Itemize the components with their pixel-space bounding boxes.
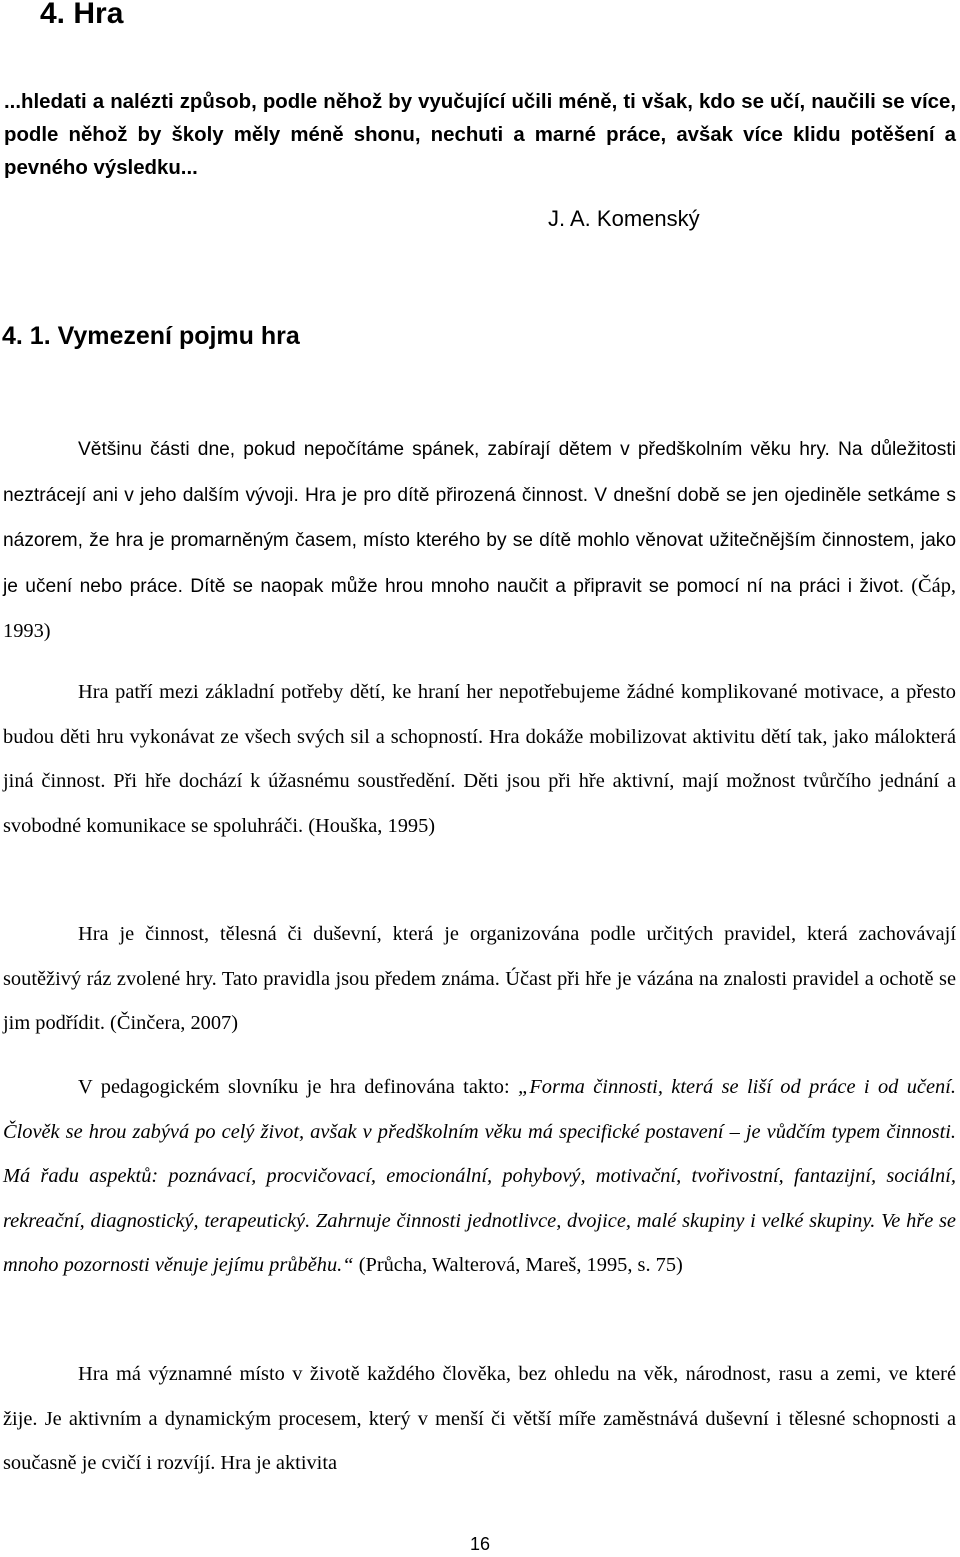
- paragraph-1: [3, 427, 956, 654]
- paragraph-2: [3, 670, 956, 848]
- chapter-title: 4. Hra: [40, 0, 124, 30]
- paragraph-2-text-b: Hra dokáže mobilizovat aktivitu dětí tak, jako málokterá jiná činnost. Při hře dochází k úžasnému soustředění.: [3, 725, 956, 792]
- paragraph-1-text-b: V dnešní době se jen ojediněle setkáme s názorem, že hra je promarněným časem, místo kterého by se dítě mohlo věnovat užitečnějším činnostem, jako je učení nebo práce. Dítě se naopak může hrou mnoho naučit a připravit se pomocí ní na práci i život.: [3, 484, 956, 597]
- paragraph-4-citation: (Průcha, Walterová, Mareš, 1995, s. 75): [353, 1254, 683, 1276]
- paragraph-5: Hra má významné místo v životě každého člověka, bez ohledu na věk, národnost, rasu a zemi, ve které žije. Je aktivním a dynamickým procesem, který v menší či větší míře zaměstnává duševní i tělesné schopnosti a současně je cvičí i rozvíjí. Hra je aktivita: [3, 1363, 956, 1474]
- paragraph-4-definition-quote: „Forma činnosti, která se liší od práce i od učení. Člověk se hrou zabývá po celý život, avšak v předškolním věku má specifické postavení – je vůdčím typem činnosti. Má řadu aspektů: poznávací, procvičovací, emocionální, pohybový, motivační, tvořivostní, fantazijní, sociální, rekreační, diagnostický, terapeutický. Zahrnuje činnosti jednotlivce, dvojice, malé skupiny i velké skupiny. Ve hře se mnoho pozornosti věnuje jejímu průběhu.“: [3, 1076, 956, 1276]
- paragraph-2-text-c: Děti jsou při hře aktivní, mají možnost tvůrčího jednání a svobodné komunikace se spoluhráči. (Houška, 1995): [3, 770, 956, 837]
- paragraph-1-text-a: Většinu části dne, pokud nepočítáme spánek, zabírají dětem v předškolním věku hry. Na důležitosti neztrácejí ani v jeho dalším vývoji. Hra je pro dítě přirozená činnost.: [3, 439, 956, 506]
- paragraph-1-citation: (Čáp, 1993): [3, 574, 956, 642]
- motto-quote: ...hledati a nalézti způsob, podle něhož by vyučující učili méně, ti však, kdo se učí, naučili se více, podle něhož by školy měly méně shonu, nechuti a marné práce, avšak více klidu potěšení a pevného výsledku...: [4, 91, 956, 179]
- paragraph-4-lead: V pedagogickém slovníku je hra definována takto:: [78, 1076, 519, 1098]
- paragraph-2-text-a: Hra patří mezi základní potřeby dětí, ke hraní her nepotřebujeme žádné komplikované motivace, a přesto budou děti hru vykonávat ze všech svých sil a schopností.: [3, 681, 956, 748]
- section-title: 4. 1. Vymezení pojmu hra: [2, 322, 300, 350]
- paragraph-4: [3, 1065, 956, 1288]
- paragraph-3: Hra je činnost, tělesná či duševní, která je organizována podle určitých pravidel, která zachovávají soutěživý ráz zvolené hry. Tato pravidla jsou předem známa. Účast při hře je vázána na znalosti pravidel a ochotě se jim podřídit. (Činčera, 2007): [3, 923, 956, 1034]
- page-number: 16: [469, 1534, 491, 1554]
- motto-author: J. A. Komenský: [548, 206, 700, 231]
